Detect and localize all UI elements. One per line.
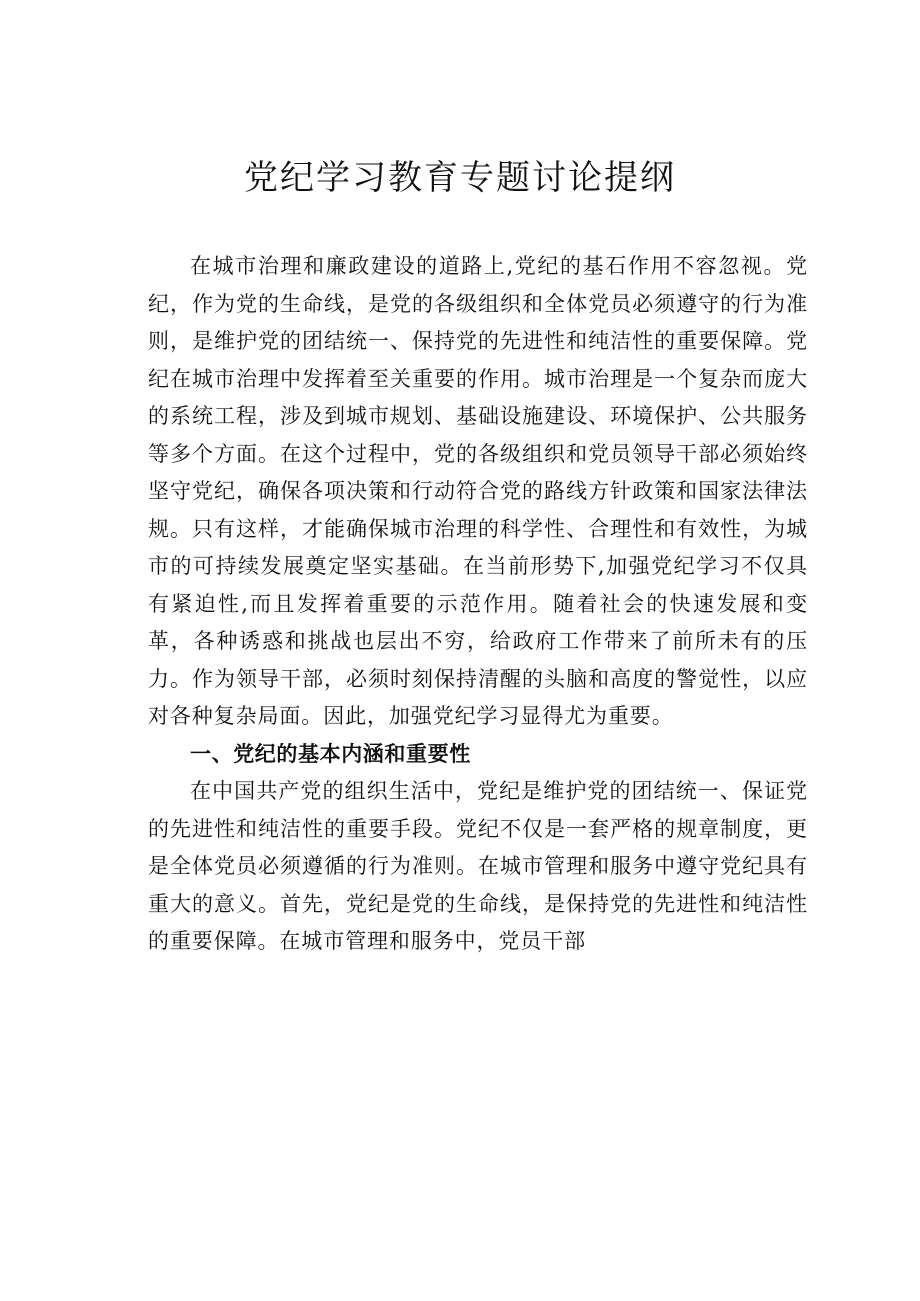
- body-paragraph: 在城市治理和廉政建设的道路上,党纪的基石作用不容忽视。党纪，作为党的生命线，是党的各级组织和全体党员必须遵守的行为准则，是维护党的团结统一、保持党的先进性和纯洁性的重要保障。党纪在城市治理中发挥着至关重要的作用。城市治理是一个复杂而庞大的系统工程，涉及到城市规划、基础设施建设、环境保护、公共服务等多个方面。在这个过程中，党的各级组织和党员领导干部必须始终坚守党纪，确保各项决策和行动符合党的路线方针政策和国家法律法规。只有这样，才能确保城市治理的科学性、合理性和有效性，为城市的可持续发展奠定坚实基础。在当前形势下,加强党纪学习不仅具有紧迫性,而且发挥着重要的示范作用。随着社会的快速发展和变革，各种诱惑和挑战也层出不穷，给政府工作带来了前所未有的压力。作为领导干部，必须时刻保持清醒的头脑和高度的警觉性，以应对各种复杂局面。因此，加强党纪学习显得尤为重要。: [148, 254, 808, 728]
- document-body: [148, 248, 808, 961]
- section-heading: 一、党纪的基本内涵和重要性: [190, 741, 471, 766]
- body-paragraph: 在中国共产党的组织生活中，党纪是维护党的团结统一、保证党的先进性和纯洁性的重要手段。党纪不仅是一套严格的规章制度，更是全体党员必须遵循的行为准则。在城市管理和服务中遵守党纪具有重大的意义。首先，党纪是党的生命线，是保持党的先进性和纯洁性的重要保障。在城市管理和服务中，党员干部: [148, 779, 808, 953]
- document-title: 党纪学习教育专题讨论提纲: [244, 158, 676, 198]
